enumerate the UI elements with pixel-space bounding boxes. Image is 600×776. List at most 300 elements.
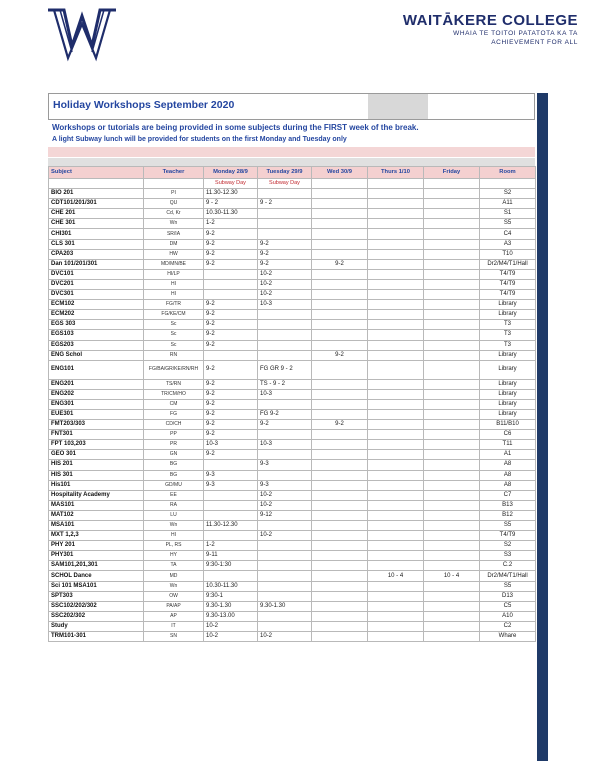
monday-cell: 10.30-11.30	[204, 209, 258, 219]
wednesday-cell	[312, 480, 368, 490]
thursday-cell	[368, 611, 424, 621]
room-cell: T10	[480, 249, 536, 259]
friday-cell	[424, 259, 480, 269]
tuesday-cell	[258, 310, 312, 320]
tuesday-cell: TS - 9 - 2	[258, 379, 312, 389]
room-cell: Dr2/M4/T1/Hall	[480, 259, 536, 269]
room-cell: C4	[480, 229, 536, 239]
teacher-cell: TR/CM/HO	[144, 389, 204, 399]
wednesday-cell	[312, 490, 368, 500]
table-body	[49, 179, 536, 642]
monday-cell: 9-2	[204, 249, 258, 259]
wednesday-cell	[312, 330, 368, 340]
table-row	[49, 379, 536, 389]
room-cell: C.2	[480, 561, 536, 571]
friday-cell	[424, 611, 480, 621]
wednesday-cell	[312, 541, 368, 551]
subject-cell: ENG201	[49, 379, 144, 389]
friday-cell	[424, 591, 480, 601]
friday-cell	[424, 239, 480, 249]
monday-cell: 10.30-11.30	[204, 581, 258, 591]
subject-cell: SAM101,201,301	[49, 561, 144, 571]
wednesday-cell	[312, 460, 368, 470]
room-cell: Library	[480, 310, 536, 320]
friday-cell	[424, 621, 480, 631]
teacher-cell: Sc	[144, 340, 204, 350]
room-cell: Library	[480, 389, 536, 399]
thursday-cell	[368, 340, 424, 350]
table-row	[49, 632, 536, 642]
tuesday-cell: 9-3	[258, 480, 312, 490]
subject-cell: FNT301	[49, 430, 144, 440]
subject-cell: ENG202	[49, 389, 144, 399]
room-cell: S3	[480, 551, 536, 561]
wednesday-cell	[312, 581, 368, 591]
room-cell: Library	[480, 379, 536, 389]
friday-cell	[424, 420, 480, 430]
tuesday-cell	[258, 611, 312, 621]
table-row	[49, 490, 536, 500]
table-row	[49, 360, 536, 379]
wednesday-cell	[312, 269, 368, 279]
table-row	[49, 420, 536, 430]
subject-cell: CHE 301	[49, 219, 144, 229]
table-row	[49, 450, 536, 460]
tuesday-cell: 9-12	[258, 510, 312, 520]
monday-cell: 9-2	[204, 239, 258, 249]
wednesday-cell	[312, 209, 368, 219]
friday-cell	[424, 209, 480, 219]
tuesday-cell	[258, 209, 312, 219]
tuesday-cell	[258, 571, 312, 581]
thursday-cell	[368, 541, 424, 551]
friday-cell	[424, 199, 480, 209]
thursday-cell	[368, 350, 424, 360]
table-row	[49, 551, 536, 561]
tuesday-cell	[258, 330, 312, 340]
college-brand	[403, 12, 578, 47]
teacher-cell: Sc	[144, 320, 204, 330]
thursday-cell	[368, 290, 424, 300]
column-header: Wed 30/9	[312, 167, 368, 179]
monday-cell: 9.30-13.00	[204, 611, 258, 621]
table-row	[49, 409, 536, 419]
teacher-cell: HI/LP	[144, 269, 204, 279]
thursday-cell	[368, 450, 424, 460]
teacher-cell: PL, RS	[144, 541, 204, 551]
table-row	[49, 389, 536, 399]
thursday-cell	[368, 249, 424, 259]
room-cell: A1	[480, 450, 536, 460]
monday-cell: 9-2	[204, 300, 258, 310]
table-row	[49, 249, 536, 259]
teacher-cell: FG/BA/GR/KE/RN/RH	[144, 360, 204, 379]
monday-cell: 11.30-12.30	[204, 521, 258, 531]
wednesday-cell: 9-2	[312, 420, 368, 430]
monday-cell	[204, 571, 258, 581]
thursday-cell	[368, 510, 424, 520]
column-header: Monday 28/9	[204, 167, 258, 179]
subject-cell: Hospitality Academy	[49, 490, 144, 500]
room-cell: T3	[480, 330, 536, 340]
friday-cell	[424, 300, 480, 310]
wednesday-cell	[312, 430, 368, 440]
table-row	[49, 259, 536, 269]
teacher-cell: OW	[144, 591, 204, 601]
monday-cell: 9-2	[204, 340, 258, 350]
subject-cell: EGS103	[49, 330, 144, 340]
tuesday-cell	[258, 219, 312, 229]
room-cell: A8	[480, 480, 536, 490]
monday-cell: 9-2	[204, 310, 258, 320]
friday-cell	[424, 601, 480, 611]
subject-cell: DVC101	[49, 269, 144, 279]
thursday-cell	[368, 470, 424, 480]
subject-cell: PHY301	[49, 551, 144, 561]
room-cell: Library	[480, 409, 536, 419]
friday-cell	[424, 269, 480, 279]
subject-cell: MXT 1,2,3	[49, 531, 144, 541]
subject-cell: ECM102	[49, 300, 144, 310]
table-row	[49, 300, 536, 310]
room-cell: S2	[480, 541, 536, 551]
table-row	[49, 561, 536, 571]
tuesday-cell: 9.30-1.30	[258, 601, 312, 611]
monday-cell	[204, 290, 258, 300]
monday-cell	[204, 510, 258, 520]
teacher-cell: MD	[144, 571, 204, 581]
subject-cell: PHY 201	[49, 541, 144, 551]
thursday-cell	[368, 259, 424, 269]
subject-cell: CLS 301	[49, 239, 144, 249]
wednesday-cell	[312, 531, 368, 541]
room-cell: T4/T9	[480, 531, 536, 541]
tuesday-cell: 10-2	[258, 500, 312, 510]
tuesday-cell	[258, 350, 312, 360]
monday-cell: 1-2	[204, 219, 258, 229]
thursday-cell	[368, 409, 424, 419]
table-row	[49, 611, 536, 621]
workshop-sheet	[48, 93, 552, 642]
friday-cell	[424, 460, 480, 470]
tuesday-cell	[258, 541, 312, 551]
subway-cell	[49, 179, 144, 189]
tuesday-cell	[258, 591, 312, 601]
friday-cell	[424, 340, 480, 350]
teacher-cell: HY	[144, 551, 204, 561]
friday-cell	[424, 379, 480, 389]
monday-cell: 9-2	[204, 360, 258, 379]
wednesday-cell	[312, 229, 368, 239]
teacher-cell: Cd, Kr	[144, 209, 204, 219]
teacher-cell: RA	[144, 500, 204, 510]
wednesday-cell	[312, 561, 368, 571]
room-cell: Dr2/M4/T1/Hall	[480, 571, 536, 581]
monday-cell: 11.30-12.30	[204, 189, 258, 199]
room-cell: Library	[480, 350, 536, 360]
monday-cell: 9-2	[204, 450, 258, 460]
tuesday-cell	[258, 551, 312, 561]
friday-cell	[424, 320, 480, 330]
wednesday-cell	[312, 320, 368, 330]
tuesday-cell	[258, 340, 312, 350]
tuesday-cell: FG 9-2	[258, 409, 312, 419]
monday-cell: 9-2	[204, 320, 258, 330]
tuesday-cell: FG GR 9 - 2	[258, 360, 312, 379]
thursday-cell	[368, 310, 424, 320]
table-row	[49, 279, 536, 289]
friday-cell	[424, 330, 480, 340]
wednesday-cell	[312, 310, 368, 320]
room-cell: Whare	[480, 632, 536, 642]
college-name: WAITĀKERE COLLEGE	[402, 12, 578, 29]
subject-cell: ENG101	[49, 360, 144, 379]
teacher-cell: SR/IA	[144, 229, 204, 239]
tuesday-cell	[258, 320, 312, 330]
thursday-cell	[368, 490, 424, 500]
room-cell: D13	[480, 591, 536, 601]
subject-cell: Dan 101/201/301	[49, 259, 144, 269]
teacher-cell: FG/TR	[144, 300, 204, 310]
monday-cell: 9-3	[204, 470, 258, 480]
teacher-cell: IT	[144, 621, 204, 631]
tuesday-cell: 9-2	[258, 420, 312, 430]
friday-cell	[424, 310, 480, 320]
table-row	[49, 399, 536, 409]
table-row	[49, 290, 536, 300]
room-cell: A10	[480, 611, 536, 621]
tuesday-cell	[258, 621, 312, 631]
tuesday-cell	[258, 430, 312, 440]
table-row	[49, 571, 536, 581]
tuesday-cell: 10-2	[258, 531, 312, 541]
column-header: Tuesday 29/9	[258, 167, 312, 179]
thursday-cell	[368, 551, 424, 561]
thursday-cell	[368, 379, 424, 389]
gray-spacer	[48, 158, 535, 166]
column-header: Friday	[424, 167, 480, 179]
room-cell: A8	[480, 460, 536, 470]
subway-cell	[424, 179, 480, 189]
teacher-cell: HI	[144, 531, 204, 541]
table-row	[49, 330, 536, 340]
tuesday-cell: 10-2	[258, 490, 312, 500]
wednesday-cell: 9-2	[312, 259, 368, 269]
monday-cell	[204, 279, 258, 289]
thursday-cell	[368, 430, 424, 440]
subject-cell: SCHOL Dance	[49, 571, 144, 581]
monday-cell: 9:30-1:30	[204, 561, 258, 571]
table-row	[49, 460, 536, 470]
friday-cell	[424, 490, 480, 500]
room-cell: B12	[480, 510, 536, 520]
column-header: Room	[480, 167, 536, 179]
wednesday-cell	[312, 500, 368, 510]
teacher-cell: Wn	[144, 219, 204, 229]
thursday-cell	[368, 360, 424, 379]
college-motto-maori: WHAIA TE TOITOI PATATOTA KA TA	[453, 30, 578, 37]
room-cell: C5	[480, 601, 536, 611]
friday-cell	[424, 399, 480, 409]
room-cell: Library	[480, 360, 536, 379]
tuesday-cell: 10-2	[258, 279, 312, 289]
subject-cell: DVC201	[49, 279, 144, 289]
room-cell: S2	[480, 189, 536, 199]
table-row	[49, 541, 536, 551]
wednesday-cell	[312, 409, 368, 419]
monday-cell: 9 - 2	[204, 199, 258, 209]
thursday-cell	[368, 440, 424, 450]
thursday-cell	[368, 269, 424, 279]
wednesday-cell	[312, 189, 368, 199]
table-row	[49, 601, 536, 611]
teacher-cell: GD/MU	[144, 480, 204, 490]
table-row	[49, 470, 536, 480]
room-cell: S5	[480, 581, 536, 591]
teacher-cell: TS/RN	[144, 379, 204, 389]
wednesday-cell	[312, 290, 368, 300]
wednesday-cell	[312, 399, 368, 409]
room-cell: Library	[480, 300, 536, 310]
room-cell: S5	[480, 219, 536, 229]
thursday-cell	[368, 389, 424, 399]
friday-cell	[424, 409, 480, 419]
friday-cell	[424, 521, 480, 531]
room-cell: A8	[480, 470, 536, 480]
teacher-cell: GN	[144, 450, 204, 460]
subject-cell: CHE 201	[49, 209, 144, 219]
tuesday-cell: 9-3	[258, 460, 312, 470]
monday-cell	[204, 500, 258, 510]
thursday-cell	[368, 219, 424, 229]
gray-cell	[368, 94, 428, 119]
wednesday-cell	[312, 239, 368, 249]
table-row	[49, 480, 536, 490]
friday-cell	[424, 249, 480, 259]
subway-cell	[368, 179, 424, 189]
pink-spacer	[48, 147, 535, 157]
wednesday-cell	[312, 360, 368, 379]
intro-line-1: Workshops or tutorials are being provided in some subjects during the FIRST week of the break.	[52, 123, 419, 132]
thursday-cell	[368, 591, 424, 601]
monday-cell: 9-2	[204, 399, 258, 409]
thursday-cell	[368, 199, 424, 209]
monday-cell	[204, 490, 258, 500]
subject-cell: EGS 303	[49, 320, 144, 330]
table-row	[49, 310, 536, 320]
tuesday-cell: 10-2	[258, 632, 312, 642]
thursday-cell	[368, 521, 424, 531]
subject-cell: MAT102	[49, 510, 144, 520]
room-cell: B13	[480, 500, 536, 510]
thursday-cell	[368, 480, 424, 490]
wednesday-cell	[312, 632, 368, 642]
table-row	[49, 269, 536, 279]
table-row	[49, 591, 536, 601]
room-cell: S1	[480, 209, 536, 219]
subject-cell: CDT101/201/301	[49, 199, 144, 209]
wednesday-cell	[312, 510, 368, 520]
tuesday-cell: 10-2	[258, 290, 312, 300]
monday-cell: 9-3	[204, 480, 258, 490]
room-cell: C7	[480, 490, 536, 500]
monday-cell: 9:30-1	[204, 591, 258, 601]
table-row	[49, 340, 536, 350]
wednesday-cell	[312, 601, 368, 611]
table-row	[49, 621, 536, 631]
tuesday-cell	[258, 561, 312, 571]
teacher-cell: PR	[144, 440, 204, 450]
room-cell: T3	[480, 320, 536, 330]
wednesday-cell	[312, 611, 368, 621]
tuesday-cell: 10-3	[258, 440, 312, 450]
thursday-cell	[368, 239, 424, 249]
friday-cell	[424, 440, 480, 450]
table-row	[49, 209, 536, 219]
thursday-cell: 10 - 4	[368, 571, 424, 581]
monday-cell: 9-2	[204, 420, 258, 430]
thursday-cell	[368, 561, 424, 571]
subject-cell: TRM101-301	[49, 632, 144, 642]
subject-cell: SSC202/302	[49, 611, 144, 621]
friday-cell	[424, 470, 480, 480]
tuesday-cell: 9 - 2	[258, 199, 312, 209]
teacher-cell: CM	[144, 399, 204, 409]
page-title: Holiday Workshops September 2020	[53, 99, 235, 111]
table-row	[49, 510, 536, 520]
teacher-cell: BG	[144, 470, 204, 480]
wednesday-cell	[312, 591, 368, 601]
monday-cell: 9-2	[204, 330, 258, 340]
tuesday-cell: 10-2	[258, 269, 312, 279]
monday-cell: 10-2	[204, 632, 258, 642]
subject-cell: Sci 101 MSA101	[49, 581, 144, 591]
teacher-cell: SN	[144, 632, 204, 642]
thursday-cell	[368, 601, 424, 611]
friday-cell	[424, 389, 480, 399]
room-cell: A11	[480, 199, 536, 209]
wednesday-cell	[312, 470, 368, 480]
friday-cell	[424, 632, 480, 642]
room-cell: Library	[480, 399, 536, 409]
friday-cell	[424, 219, 480, 229]
table-row	[49, 500, 536, 510]
table-row	[49, 531, 536, 541]
thursday-cell	[368, 420, 424, 430]
subject-cell: ECM202	[49, 310, 144, 320]
teacher-cell: PP	[144, 430, 204, 440]
friday-cell	[424, 480, 480, 490]
table-row	[49, 239, 536, 249]
monday-cell: 1-2	[204, 541, 258, 551]
wednesday-cell	[312, 279, 368, 289]
subject-cell: Study	[49, 621, 144, 631]
thursday-cell	[368, 320, 424, 330]
teacher-cell: PA/AP	[144, 601, 204, 611]
monday-cell: 10-2	[204, 621, 258, 631]
tuesday-cell	[258, 470, 312, 480]
subject-cell: MSA101	[49, 521, 144, 531]
room-cell: A3	[480, 239, 536, 249]
wednesday-cell	[312, 340, 368, 350]
room-cell: T4/T9	[480, 279, 536, 289]
subway-cell	[480, 179, 536, 189]
teacher-cell: MD/MN/BE	[144, 259, 204, 269]
wednesday-cell: 9-2	[312, 350, 368, 360]
intro-line-2: A light Subway lunch will be provided for students on the first Monday and Tuesday only	[52, 136, 347, 143]
wednesday-cell	[312, 571, 368, 581]
friday-cell	[424, 189, 480, 199]
